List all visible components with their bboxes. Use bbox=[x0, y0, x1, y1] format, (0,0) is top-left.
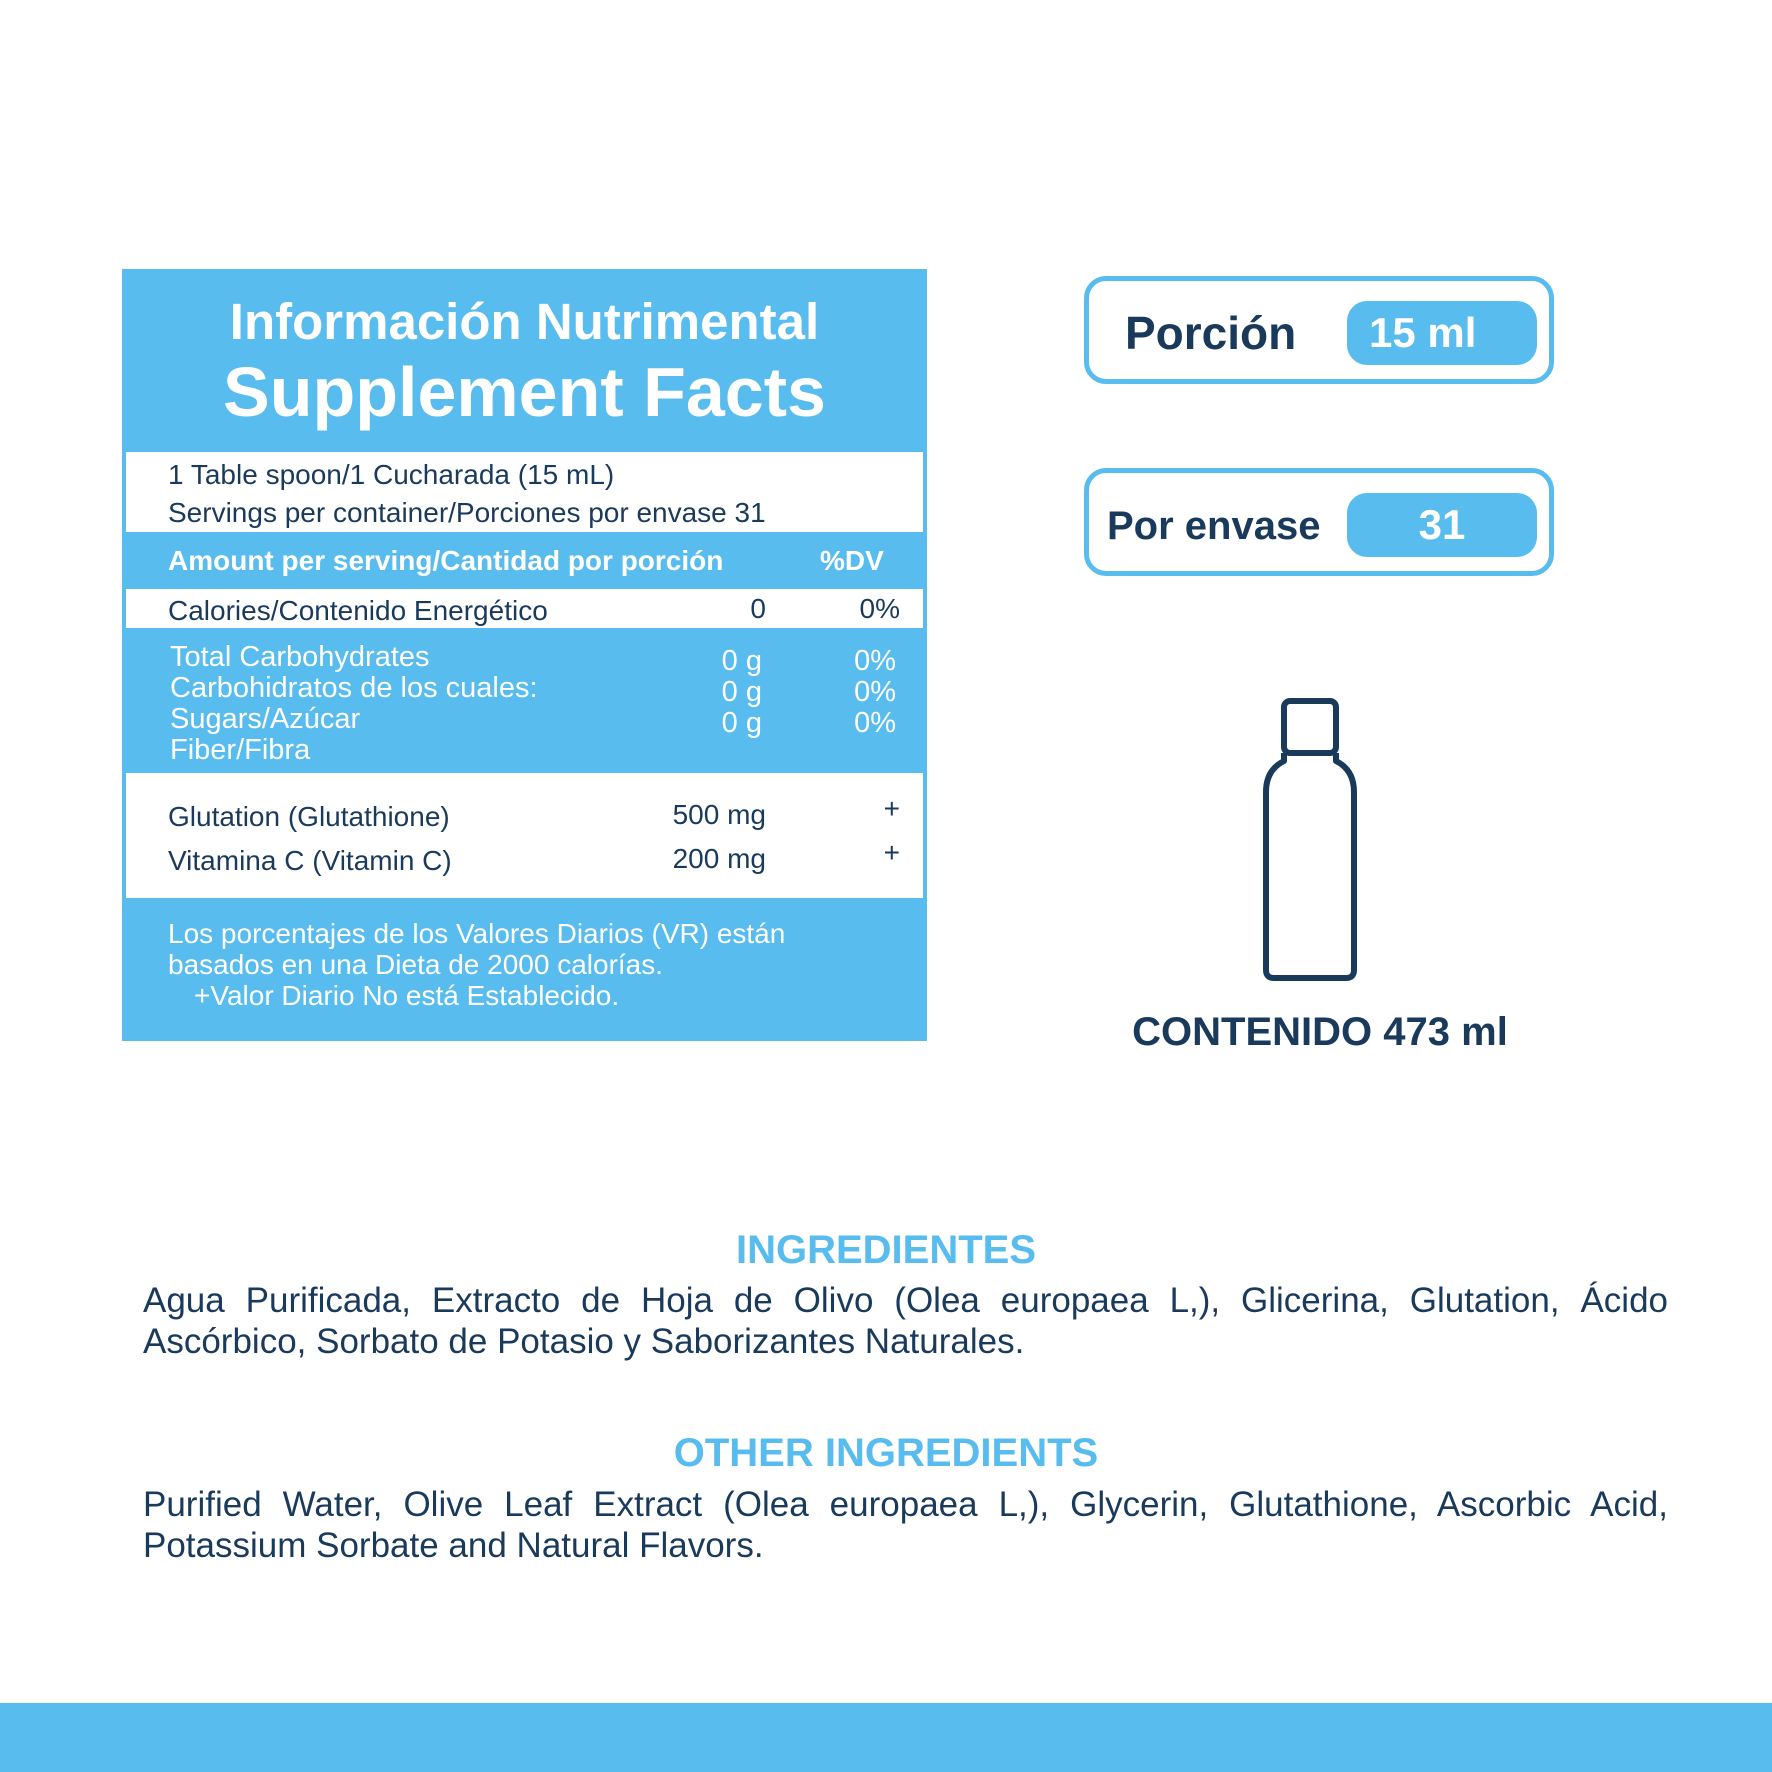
carb-dv-total: 0% bbox=[854, 645, 896, 677]
carb-label-total: Total Carbohydrates bbox=[170, 641, 430, 673]
other-ingredients-title: OTHER INGREDIENTS bbox=[673, 1431, 1099, 1475]
facts-title-es: Información Nutrimental bbox=[229, 293, 820, 350]
active-label-vitamin-c: Vitamina C (Vitamin C) bbox=[168, 845, 452, 876]
amount-per-serving-header: Amount per serving/Cantidad por porción bbox=[168, 545, 724, 576]
actives-band bbox=[126, 773, 923, 898]
other-ingredients-text: Purified Water, Olive Leaf Extract (Olea europaea L,), Glycerin, Glutathione, Ascorbic Acid, Potassium Sorbate and Natural Flavors. bbox=[143, 1485, 1668, 1565]
calories-label: Calories/Contenido Energético bbox=[168, 595, 548, 626]
supplement-facts-panel bbox=[122, 269, 927, 1041]
ingredients-text: Agua Purificada, Extracto de Hoja de Olivo (Olea europaea L,), Glicerina, Glutation, Ácido Ascórbico, Sorbato de Potasio y Saborizantes Naturales. bbox=[143, 1281, 1668, 1361]
per-container-value: 31 bbox=[1347, 493, 1537, 557]
carb-label-sugars: Sugars/Azúcar bbox=[170, 703, 361, 735]
carb-amount-total: 0 g bbox=[721, 645, 762, 677]
carb-label-breakdown: Carbohidratos de los cuales: bbox=[170, 672, 538, 704]
serving-info-band bbox=[126, 452, 923, 532]
per-container-label: Por envase bbox=[1107, 504, 1321, 548]
carb-dv-breakdown: 0% bbox=[854, 676, 896, 708]
dv-header: %DV bbox=[820, 545, 884, 576]
facts-title-en: Supplement Facts bbox=[223, 353, 826, 431]
carb-label-fiber: Fiber/Fibra bbox=[170, 734, 311, 766]
ingredients-title: INGREDIENTES bbox=[735, 1228, 1037, 1272]
content-volume: CONTENIDO 473 ml bbox=[1132, 1010, 1508, 1054]
per-container-box bbox=[1084, 468, 1554, 576]
footnote-line-2: basados en una Dieta de 2000 calorías. bbox=[168, 949, 664, 980]
portion-box bbox=[1084, 276, 1554, 384]
active-dv-glutathione: + bbox=[883, 793, 900, 824]
servings-per-container: Servings per container/Porciones por envase 31 bbox=[168, 497, 766, 528]
active-dv-vitamin-c: + bbox=[883, 837, 900, 868]
footer-bar bbox=[0, 1703, 1772, 1772]
calories-row bbox=[126, 589, 923, 628]
active-label-glutathione: Glutation (Glutathione) bbox=[168, 801, 450, 832]
carb-amount-sugars: 0 g bbox=[721, 707, 762, 739]
active-amount-glutathione: 500 mg bbox=[672, 799, 766, 830]
portion-label: Porción bbox=[1125, 307, 1297, 359]
carb-amount-breakdown: 0 g bbox=[721, 676, 762, 708]
carb-dv-sugars: 0% bbox=[854, 707, 896, 739]
calories-amount: 0 bbox=[750, 593, 766, 624]
active-amount-vitamin-c: 200 mg bbox=[672, 843, 766, 874]
calories-dv: 0% bbox=[859, 593, 900, 624]
footnote-line-3: +Valor Diario No está Establecido. bbox=[194, 980, 620, 1011]
serving-size: 1 Table spoon/1 Cucharada (15 mL) bbox=[168, 459, 615, 490]
portion-value: 15 ml bbox=[1347, 301, 1537, 365]
footnote-line-1: Los porcentajes de los Valores Diarios (VR) están bbox=[168, 918, 786, 949]
bottle-icon bbox=[1258, 696, 1362, 986]
